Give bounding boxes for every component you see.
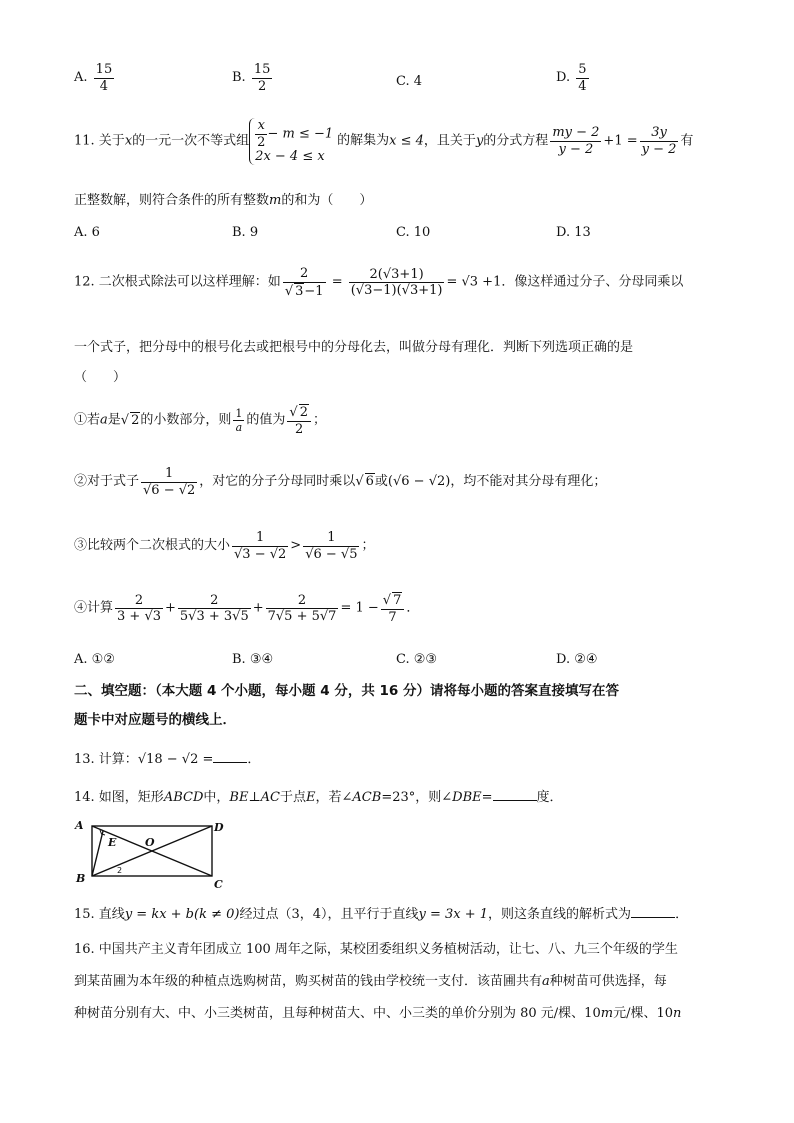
label-c: C — [214, 878, 223, 890]
q12-stem: 12. 二次根式除法可以这样理解：如 $\frac{2}{√ 3-1}$ = $\frac{2(√3+1)}{(√3-1)(√3+1)}$ = √3 +1．像这样通过分子、分母同乘以 — [74, 266, 684, 299]
q12-statement-2: ②对于式子 $\frac{1}{√6 - √2}$ ，对它的分子分母同时乘以√ 6或(√6 − √2)，均不能对其分母有理化； — [74, 466, 607, 498]
option-label: B. — [232, 69, 246, 85]
answer-blank[interactable] — [493, 788, 537, 801]
fraction: $\frac{15}{4}$ — [95, 62, 113, 94]
angle-mark: 2 — [117, 866, 123, 875]
fraction: $\frac{√ 7}{7}$ — [381, 592, 405, 625]
q16-line1: 16. 中国共产主义青年团成立 100 周年之际，某校团委组织义务植树活动，让七、八、九三个年级的学生 — [74, 942, 678, 957]
label-d: D — [214, 821, 224, 834]
q16-line2: 到某苗圃为本年级的种植点选购树苗，购买树苗的钱由学校统一支付．该苗圃共有a种树苗可供选择，每 — [74, 974, 667, 989]
fraction: $\frac{2}{3 + √3}$ — [117, 592, 161, 625]
label-b: B — [76, 872, 86, 885]
q12-option-a: A. ①② — [74, 652, 115, 667]
section-title-line2: 题卡中对应题号的横线上． — [74, 712, 236, 728]
fraction: $\frac{1}{√6 - √2}$ — [143, 466, 196, 498]
q14: 14. 如图，矩形ABCD中，BE⊥AC于点E，若∠ACB=23°，则∠DBE= 度． — [74, 790, 563, 805]
fraction: $\frac{2}{5√3 + 3√5}$ — [179, 592, 249, 625]
label-a: A — [75, 819, 84, 832]
q11-line2: 正整数解，则符合条件的所有整数m的和为（ ） — [74, 193, 373, 208]
fraction: $\frac{1}{√6 - √5}$ — [305, 530, 358, 562]
label-o: O — [145, 836, 155, 849]
fraction: $\frac{my - 2}{y - 2}$ — [552, 125, 600, 158]
fraction: $\frac{2(√3+1)}{(√3-1)(√3+1)}$ — [350, 266, 443, 299]
q13: 13. 计算：√18 − √2 = ． — [74, 752, 261, 767]
q15: 15. 直线y = kx + b(k ≠ 0)经过点（3，4），且平行于直线y = 3x + 1，则这条直线的解析式为 ． — [74, 907, 689, 922]
segment-be — [92, 831, 103, 876]
q12-option-d: D. ②④ — [556, 652, 598, 667]
option-label: D. — [556, 69, 571, 85]
q10-option-d — [556, 62, 591, 94]
q11-option-c: C. 10 — [396, 225, 431, 240]
q12-statement-1: ①若a是√ 2的小数部分，则 $\frac{1}{a}$ 的值为 $\frac{√ 2}{2}$ ； — [74, 405, 326, 437]
q12-line2: 一个式子，把分母中的根号化去或把根号中的分母化去，叫做分母有理化．判断下列选项正确的是 — [74, 340, 634, 355]
q11-option-d: D. 13 — [556, 225, 591, 240]
fraction: $\frac{1}{√3 - √2}$ — [234, 530, 287, 562]
fraction: $\frac{2}{7√5 + 5√7}$ — [267, 592, 337, 625]
inequality-system: $\frac{x}{2}$ − m ≤ −1 2x − 4 ≤ x — [249, 118, 333, 165]
q11-option-b: B. 9 — [232, 225, 259, 240]
q11-stem: 11. 关于x的一元一次不等式组 $\frac{x}{2}$ − m ≤ −1 2x − 4 ≤ x 的解集为x ≤ 4，且关于y的分式方程 $\frac{my - 2}{y - 2}$ +1 = $\frac{3y}{y - 2}$ 有 — [74, 118, 694, 165]
q16-line3: 种树苗分别有大、中、小三类树苗，且每种树苗大、中、小三类的单价分别为 80 元/棵、10m元/棵、10n — [74, 1006, 682, 1021]
q12-option-c: C. ②③ — [396, 652, 438, 667]
fraction: $\frac{15}{2}$ — [253, 62, 271, 94]
q11-option-a: A. 6 — [74, 225, 100, 240]
option-label: A. — [74, 69, 88, 85]
q12-line3: （ ） — [74, 370, 127, 385]
label-e: E — [108, 836, 117, 849]
fraction: $\frac{√ 2}{2}$ — [287, 404, 311, 437]
fraction: $\frac{5}{4}$ — [578, 62, 587, 94]
q10-option-c: C. 4 — [396, 74, 423, 89]
q12-statement-4: ④计算 $\frac{2}{3 + √3}$ + $\frac{2}{5√3 + 3√5}$ + $\frac{2}{7√5 + 5√7}$ = 1 − $\frac{√ 7}{7}$ ． — [74, 592, 420, 625]
fraction: $\frac{2}{√ 3-1}$ — [284, 266, 324, 299]
q12-option-b: B. ③④ — [232, 652, 274, 667]
fraction: $\frac{3y}{y - 2}$ — [641, 125, 677, 158]
q10-option-b — [232, 62, 274, 94]
rectangle-figure — [70, 818, 230, 890]
answer-blank[interactable] — [213, 750, 247, 763]
section-title-line1: 二、填空题：（本大题 4 个小题，每小题 4 分，共 16 分）请将每小题的答案直接填写在答 — [74, 683, 620, 699]
fraction: $\frac{1}{a}$ — [235, 406, 243, 435]
q12-statement-3: ③比较两个二次根式的大小 $\frac{1}{√3 - √2}$ > $\frac{1}{√6 - √5}$ ； — [74, 530, 375, 562]
q10-option-a — [74, 62, 116, 94]
answer-blank[interactable] — [631, 905, 675, 918]
